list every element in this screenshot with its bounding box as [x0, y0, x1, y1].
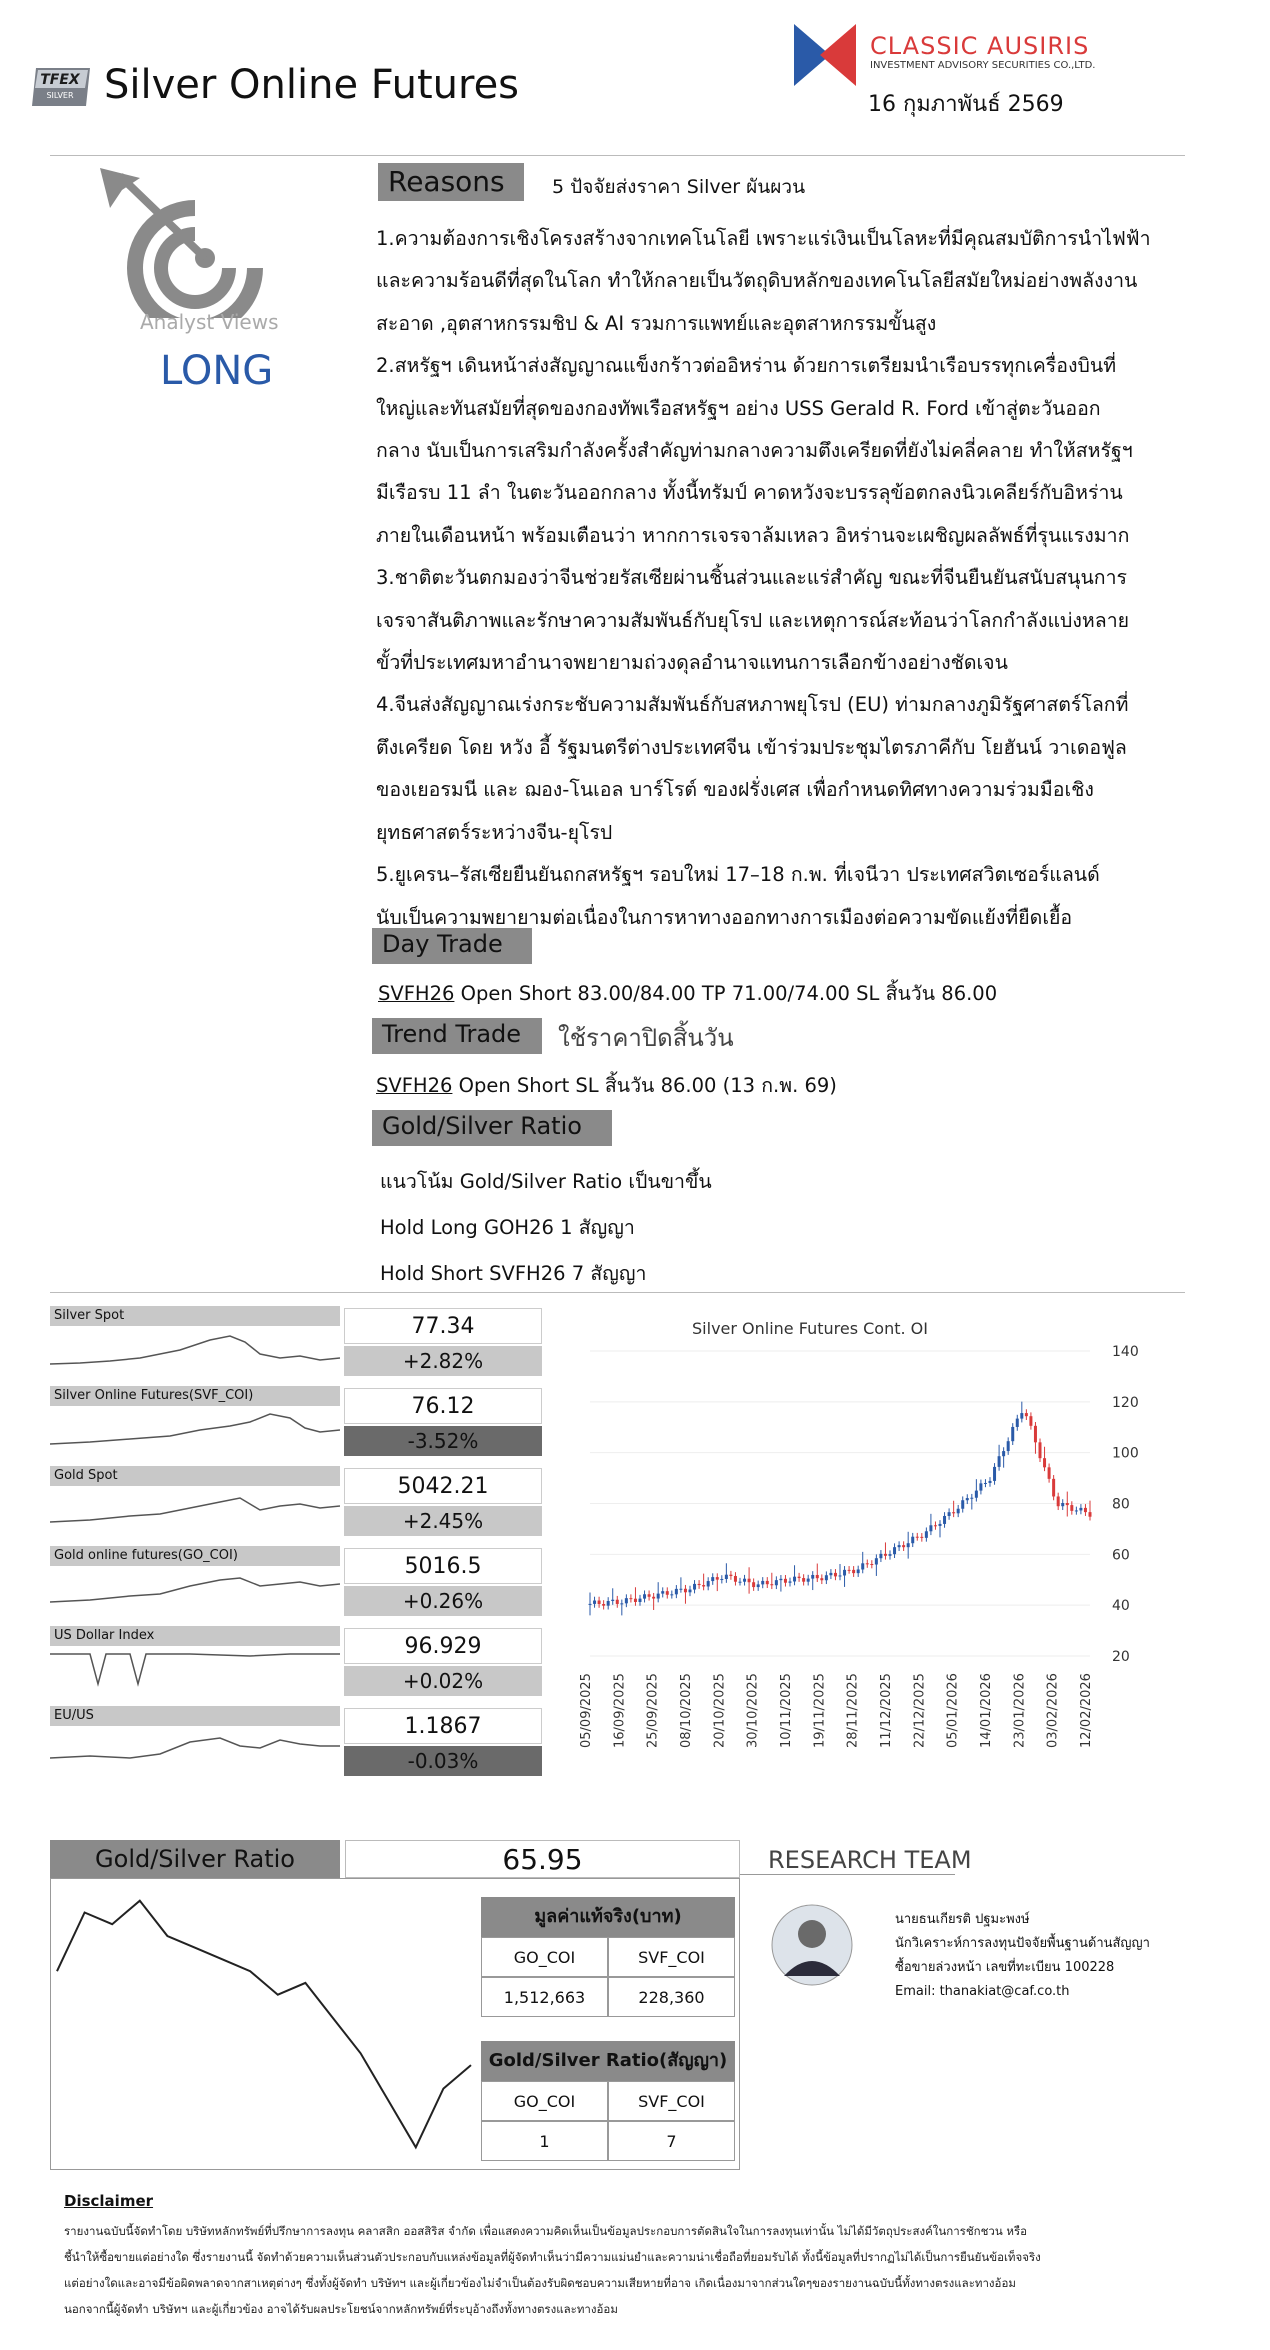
candle-body [898, 1545, 901, 1547]
candle-body [752, 1582, 755, 1587]
candle-body [770, 1584, 773, 1585]
value-table-header: SVF_COI [608, 1937, 735, 1977]
candle-body [1020, 1413, 1023, 1419]
candle-body [1089, 1512, 1092, 1517]
candle-body [907, 1543, 910, 1547]
candle-body [693, 1584, 696, 1590]
candle-body [993, 1467, 996, 1481]
candle-body [848, 1570, 851, 1571]
candle-body [1084, 1508, 1087, 1512]
market-tiles [50, 1306, 548, 1786]
x-tick-label: 14/01/2026 [979, 1673, 994, 1748]
x-tick-label: 10/11/2025 [779, 1673, 794, 1748]
candle-body [870, 1564, 873, 1565]
section-divider [50, 1292, 1185, 1293]
reason-line: ใหญ่และทันสมัยที่สุดของกองทัพเรือสหรัฐฯ อย่าง USS Gerald R. Ford เข้าสู่ตะวันออก [376, 396, 1101, 420]
candle-body [957, 1509, 960, 1514]
report-date: 16 กุมภาพันธ์ 2569 [868, 92, 1064, 117]
ratio-hold-long-line: Hold Long GOH26 1 สัญญา [380, 1216, 635, 1239]
candle-body [825, 1575, 828, 1580]
x-axis [579, 1673, 1094, 1748]
tile-change: +2.82% [344, 1346, 542, 1376]
candle-body [720, 1579, 723, 1580]
candle-body [716, 1577, 719, 1580]
tile-sparkline [50, 1488, 340, 1528]
analyst-role: นักวิเคราะห์การลงทุนปัจจัยพื้นฐานด้านสัญญา [895, 1936, 1150, 1951]
candle-body [829, 1573, 832, 1575]
reason-line: นับเป็นความพยายามต่อเนื่องในการหาทางออกทางการเมืองต่อความขัดแย้งที่ยืดเยื้อ [376, 905, 1073, 929]
candle-body [598, 1601, 601, 1604]
candle-body [934, 1525, 937, 1526]
candle-body [702, 1585, 705, 1586]
oi-chart [560, 1306, 1185, 1826]
candle-body [839, 1575, 842, 1576]
candle-body [1034, 1426, 1037, 1443]
candle-body [798, 1577, 801, 1578]
research-team-title: RESEARCH TEAM [768, 1846, 972, 1874]
reasons-body [376, 218, 1186, 939]
candle-body [893, 1547, 896, 1554]
x-tick-label: 28/11/2025 [845, 1673, 861, 1748]
candle-body [739, 1582, 742, 1583]
y-axis [590, 1344, 1139, 1665]
candle-body [675, 1589, 678, 1594]
candle-body [929, 1525, 932, 1531]
y-tick-label: 80 [1112, 1496, 1130, 1513]
reason-line: 5.ยูเครน–รัสเซียยืนยันถกสหรัฐฯ รอบใหม่ 17–18 ก.พ. ที่เจนีวา ประเทศสวิตเซอร์แลนด์ [376, 863, 1100, 887]
candle-body [729, 1575, 732, 1576]
x-tick-label: 22/12/2025 [912, 1673, 928, 1748]
tile-change: +0.02% [344, 1666, 542, 1696]
candle-body [1016, 1419, 1019, 1427]
candle-body [989, 1481, 992, 1483]
candle-body [875, 1558, 878, 1564]
candle-body [884, 1554, 887, 1556]
candle-body [1061, 1503, 1064, 1506]
tile-change: +2.45% [344, 1506, 542, 1536]
brand-subtitle: INVESTMENT ADVISORY SECURITIES CO.,LTD. [870, 60, 1096, 71]
disclaimer-line: รายงานฉบับนี้จัดทำโดย บริษัทหลักทรัพย์ที่ปรึกษาการลงทุน คลาสสิก ออสสิริส จำกัด เพื่อแสดงความคิดเห็นเป็นข้อมูลประกอบการตัดสินใจในการลงทุนเท่านั้น ไม่ได้มีวัตถุประสงค์ในการชักชวน หรือ [64, 2224, 1028, 2238]
candle-body [666, 1591, 669, 1595]
candle-body [843, 1570, 846, 1576]
candle-body [1075, 1510, 1078, 1511]
reasons-subtitle: 5 ปัจจัยส่งราคา Silver ผันผวน [552, 176, 806, 198]
candle-body [975, 1491, 978, 1498]
page-title: Silver Online Futures [104, 62, 520, 108]
contract-table-cell: 7 [608, 2121, 735, 2161]
candle-body [1048, 1467, 1051, 1479]
tile-price: 5016.5 [344, 1548, 542, 1584]
trend-trade-note: ใช้ราคาปิดสิ้นวัน [558, 1024, 734, 1052]
value-table-title: มูลค่าแท้จริง(บาท) [481, 1897, 735, 1937]
candle-body [920, 1537, 923, 1538]
candle-body [1029, 1416, 1032, 1426]
candle-body [661, 1591, 664, 1593]
candle-body [625, 1598, 628, 1603]
tile-label: Silver Spot [50, 1306, 340, 1326]
candle-body [820, 1578, 823, 1580]
candle-body [1070, 1505, 1073, 1511]
reason-line: ของเยอรมนี และ ฌอง-โนเอล บาร์โรต์ ของฝรั่งเศส เพื่อกำหนดทิศทางความร่วมมือเชิง [376, 778, 1094, 802]
reason-line: และความร้อนดีที่สุดในโลก ทำให้กลายเป็นวัตถุดิบหลักของเทคโนโลยีสมัยใหม่อย่างพลังงาน [376, 269, 1138, 293]
ratio-trend-line: แนวโน้ม Gold/Silver Ratio เป็นขาขึ้น [380, 1170, 712, 1193]
candle-body [639, 1599, 642, 1602]
candle-body [811, 1575, 814, 1579]
gs-ratio-chart [51, 1879, 481, 2169]
tile-price: 96.929 [344, 1628, 542, 1664]
tile-label: Silver Online Futures(SVF_COI) [50, 1386, 340, 1406]
tile-change: +0.26% [344, 1586, 542, 1616]
reason-line: 2.สหรัฐฯ เดินหน้าส่งสัญญาณแข็งกร้าวต่ออิหร่าน ด้วยการเตรียมนำเรือบรรทุกเครื่องบินที่ [376, 354, 1117, 378]
candle-body [689, 1590, 692, 1593]
tile-change: -0.03% [344, 1746, 542, 1776]
reason-line: ขั้วที่ประเทศมหาอำนาจพยายามถ่วงดุลอำนาจแทนการเลือกข้างอย่างชัดเจน [376, 651, 1008, 675]
x-tick-label: 05/09/2025 [579, 1673, 594, 1748]
candle-body [852, 1570, 855, 1573]
y-tick-label: 20 [1112, 1649, 1130, 1665]
day-trade-text: Open Short 83.00/84.00 TP 71.00/74.00 SL สิ้นวัน 86.00 [454, 982, 998, 1005]
candle-body [1079, 1508, 1082, 1511]
tile-sparkline [50, 1408, 340, 1448]
candle-body [589, 1604, 592, 1605]
contract-table-cell: 1 [481, 2121, 608, 2161]
day-trade-line [378, 978, 997, 1009]
tile-sparkline [50, 1328, 340, 1368]
gs-ratio-value: 65.95 [345, 1840, 740, 1878]
candle-body [1039, 1442, 1042, 1458]
candle-body [902, 1545, 905, 1547]
candle-body [916, 1537, 919, 1538]
tile-label: Gold online futures(GO_COI) [50, 1546, 340, 1566]
x-tick-label: 23/01/2026 [1012, 1673, 1028, 1748]
candle-body [1043, 1458, 1046, 1467]
gs-ratio-header: Gold/Silver Ratio [50, 1840, 340, 1878]
y-tick-label: 40 [1112, 1598, 1130, 1615]
classic-ausiris-logo [790, 20, 860, 90]
y-tick-label: 100 [1112, 1445, 1139, 1462]
candle-body [757, 1584, 760, 1587]
tile-price: 1.1867 [344, 1708, 542, 1744]
reason-line: ตึงเครียด โดย หวัง อี้ รัฐมนตรีต่างประเทศจีน เข้าร่วมประชุมไตรภาคีกับ โยฮันน์ วาเดอฟูล [376, 735, 1127, 759]
tile-label: EU/US [50, 1706, 340, 1726]
candle-body [979, 1483, 982, 1490]
disclaimer-body [64, 2218, 1184, 2322]
candle-body [616, 1600, 619, 1604]
candle-body [866, 1563, 869, 1564]
candle-body [698, 1584, 701, 1585]
contract-table-title: Gold/Silver Ratio(สัญญา) [481, 2041, 735, 2081]
y-tick-label: 120 [1112, 1394, 1139, 1411]
target-arrow-icon [100, 168, 290, 318]
y-tick-label: 140 [1112, 1344, 1139, 1360]
reason-line: 4.จีนส่งสัญญาณเร่งกระชับความสัมพันธ์กับสหภาพยุโรป (EU) ท่ามกลางภูมิรัฐศาสตร์โลกที่ [376, 693, 1129, 717]
x-tick-label: 30/10/2025 [745, 1673, 761, 1748]
candle-body [911, 1537, 914, 1544]
reason-line: มีเรือรบ 11 ลำ ในตะวันออกกลาง ทั้งนี้ทรัมป์ คาดหวังจะบรรลุข้อตกลงนิวเคลียร์กับอิหร่าน [376, 481, 1123, 505]
candle-body [657, 1594, 660, 1599]
reason-line: ภายในเดือนหน้า พร้อมเตือนว่า หากการเจรจาล้มเหลว อิหร่านจะเผชิญผลลัพธ์ที่รุนแรงมาก [376, 523, 1130, 547]
analyst-avatar [770, 1900, 854, 1990]
header-divider [50, 155, 1185, 156]
candle-body [889, 1554, 892, 1556]
candle-body [834, 1573, 837, 1576]
candle-body [652, 1597, 655, 1599]
candle-body [670, 1594, 673, 1595]
tile-price: 76.12 [344, 1388, 542, 1424]
x-tick-label: 12/02/2026 [1079, 1673, 1094, 1748]
x-tick-label: 20/10/2025 [712, 1673, 728, 1748]
analyst-views-label: Analyst Views [140, 310, 279, 334]
reason-line: เจรจาสันติภาพและรักษาความสัมพันธ์กับยุโรป และเหตุการณ์สะท้อนว่าโลกกำลังแบ่งหลาย [376, 608, 1130, 632]
candle-body [961, 1500, 964, 1509]
candle-body [779, 1579, 782, 1580]
disclaimer-line: ชี้นำให้ซื้อขายแต่อย่างใด ซึ่งรายงานนี้ จัดทำด้วยความเห็นส่วนตัวประกอบกับแหล่งข้อมูลที่ผู้จัดทำเห็นว่ามีความแม่นยำและความน่าเชื่อถือที่ยอมรับได้ ทั้งนี้ข้อมูลที่ปรากฏไม่ได้เป็นการยืนยันข้อเท็จจริง [64, 2250, 1041, 2264]
contract-table-header: GO_COI [481, 2081, 608, 2121]
day-trade-symbol: SVFH26 [378, 982, 455, 1005]
candle-body [879, 1554, 882, 1558]
candle-body [1007, 1441, 1010, 1451]
value-table-cell: 1,512,663 [481, 1977, 608, 2017]
candle-body [734, 1576, 737, 1582]
candle-body [1057, 1496, 1060, 1506]
x-tick-label: 16/09/2025 [612, 1673, 628, 1748]
reason-line: 1.ความต้องการเชิงโครงสร้างจากเทคโนโลยี เพราะแร่เงินเป็นโลหะที่มีคุณสมบัติการนำไฟฟ้า [376, 227, 1151, 250]
disclaimer-line: แต่อย่างใดและอาจมีข้อผิดพลาดจากสาเหตุต่างๆ ซึ่งทั้งผู้จัดทำ บริษัทฯ และผู้เกี่ยวข้องไม่จำเป็นต้องรับผิดชอบความเสียหายที่อาจ เกิดเนื่องมาจากส่วนใดๆของรายงานฉบับนี้ทั้งทางตรงและทางอ้อม [64, 2276, 1016, 2290]
day-trade-header: Day Trade [372, 928, 532, 964]
candle-body [684, 1589, 687, 1593]
value-table-header: GO_COI [481, 1937, 608, 1977]
gold-silver-ratio-header: Gold/Silver Ratio [372, 1110, 612, 1146]
x-tick-label: 08/10/2025 [679, 1673, 694, 1748]
candle-body [634, 1599, 637, 1602]
research-underline [740, 1874, 955, 1875]
candle-body [984, 1483, 987, 1484]
tfex-logo-text: TFEX [40, 72, 80, 88]
candle-body [939, 1524, 942, 1526]
value-table-cell: 228,360 [608, 1977, 735, 2017]
x-tick-label: 05/01/2026 [945, 1673, 961, 1748]
candle-body [761, 1581, 764, 1584]
x-tick-label: 03/02/2026 [1045, 1673, 1061, 1748]
candle-body [766, 1581, 769, 1584]
tile-sparkline [50, 1728, 340, 1768]
analyst-name: นายธนเกียรติ ปฐมะพงษ์ [895, 1912, 1030, 1927]
candle-body [643, 1594, 646, 1598]
trend-trade-text: Open Short SL สิ้นวัน 86.00 (13 ก.พ. 69) [452, 1074, 837, 1097]
reason-line: 3.ชาติตะวันตกมองว่าจีนช่วยรัสเซียผ่านชิ้นส่วนและแร่สำคัญ ขณะที่จีนยืนยันสนับสนุนการ [376, 566, 1128, 590]
brand-name: CLASSIC AUSIRIS [870, 32, 1090, 60]
trend-trade-symbol: SVFH26 [376, 1074, 453, 1097]
candle-body [607, 1601, 610, 1606]
disclaimer-title: Disclaimer [64, 2192, 154, 2210]
candle-body [998, 1456, 1001, 1467]
price-series [589, 1402, 1092, 1616]
candle-body [602, 1604, 605, 1606]
candle-body [1002, 1451, 1005, 1456]
trend-trade-header: Trend Trade [372, 1018, 542, 1054]
candle-body [952, 1512, 955, 1513]
candle-body [707, 1581, 710, 1586]
candle-body [784, 1579, 787, 1583]
candle-body [593, 1601, 596, 1604]
candle-body [966, 1498, 969, 1500]
tile-price: 77.34 [344, 1308, 542, 1344]
candle-body [948, 1512, 951, 1516]
tile-sparkline [50, 1648, 340, 1688]
x-tick-label: 19/11/2025 [812, 1673, 828, 1748]
candle-body [857, 1569, 860, 1573]
candle-body [629, 1598, 632, 1599]
candle-body [925, 1531, 928, 1538]
tfex-logo-sub: SILVER [46, 91, 74, 100]
reason-line: สะอาด ,อุตสาหกรรมชิป & AI รวมการแพทย์และอุตสาหกรรมขั้นสูง [376, 311, 937, 335]
candle-body [861, 1563, 864, 1569]
trend-trade-line [376, 1070, 837, 1101]
disclaimer-line: นอกจากนี้ผู้จัดทำ บริษัทฯ และผู้เกี่ยวข้อง อาจได้รับผลประโยชน์จากหลักทรัพย์ที่ระบุอ้างถึงทั้งทางตรงและทางอ้อม [64, 2302, 618, 2316]
x-tick-label: 25/09/2025 [645, 1673, 661, 1748]
reason-line: กลาง นับเป็นการเสริมกำลังครั้งสำคัญท่ามกลางความตึงเครียดที่ยังไม่คลี่คลาย ทำให้สหรัฐฯ [376, 439, 1133, 463]
candle-body [679, 1589, 682, 1590]
tile-label: US Dollar Index [50, 1626, 340, 1646]
tile-price: 5042.21 [344, 1468, 542, 1504]
analyst-view-value: LONG [160, 348, 274, 394]
contract-table-header: SVF_COI [608, 2081, 735, 2121]
analyst-email[interactable]: Email: thanakiat@caf.co.th [895, 1984, 1070, 1999]
candle-body [743, 1579, 746, 1582]
chart-title: Silver Online Futures Cont. OI [692, 1319, 928, 1338]
candle-body [1025, 1413, 1028, 1416]
tile-sparkline [50, 1568, 340, 1608]
candle-body [807, 1579, 810, 1582]
candle-body [793, 1577, 796, 1582]
gs-ratio-line [57, 1901, 471, 2148]
candle-body [648, 1594, 651, 1597]
reasons-header: Reasons [378, 163, 524, 201]
tile-label: Gold Spot [50, 1466, 340, 1486]
candle-body [748, 1579, 751, 1583]
reason-line: ยุทธศาสตร์ระหว่างจีน-ยุโรป [376, 820, 613, 844]
candle-body [1011, 1427, 1014, 1441]
analyst-license: ซื้อขายล่วงหน้า เลขที่ทะเบียน 100228 [895, 1960, 1115, 1975]
gs-ratio-panel [50, 1878, 740, 2170]
y-tick-label: 60 [1112, 1547, 1130, 1564]
x-tick-label: 11/12/2025 [879, 1673, 894, 1748]
oi-chart-panel [560, 1306, 1185, 1826]
candle-body [620, 1603, 623, 1604]
candle-body [970, 1498, 973, 1499]
candle-body [816, 1575, 819, 1578]
ratio-hold-short-line: Hold Short SVFH26 7 สัญญา [380, 1262, 647, 1285]
tile-change: -3.52% [344, 1426, 542, 1456]
candle-body [802, 1578, 805, 1582]
candle-body [725, 1575, 728, 1579]
tfex-silver-logo [30, 64, 94, 110]
candle-body [789, 1581, 792, 1582]
candle-body [1066, 1503, 1069, 1505]
candle-body [775, 1580, 778, 1585]
candle-body [611, 1600, 614, 1601]
candle-body [943, 1516, 946, 1524]
candle-body [1052, 1479, 1055, 1497]
candle-body [711, 1577, 714, 1581]
